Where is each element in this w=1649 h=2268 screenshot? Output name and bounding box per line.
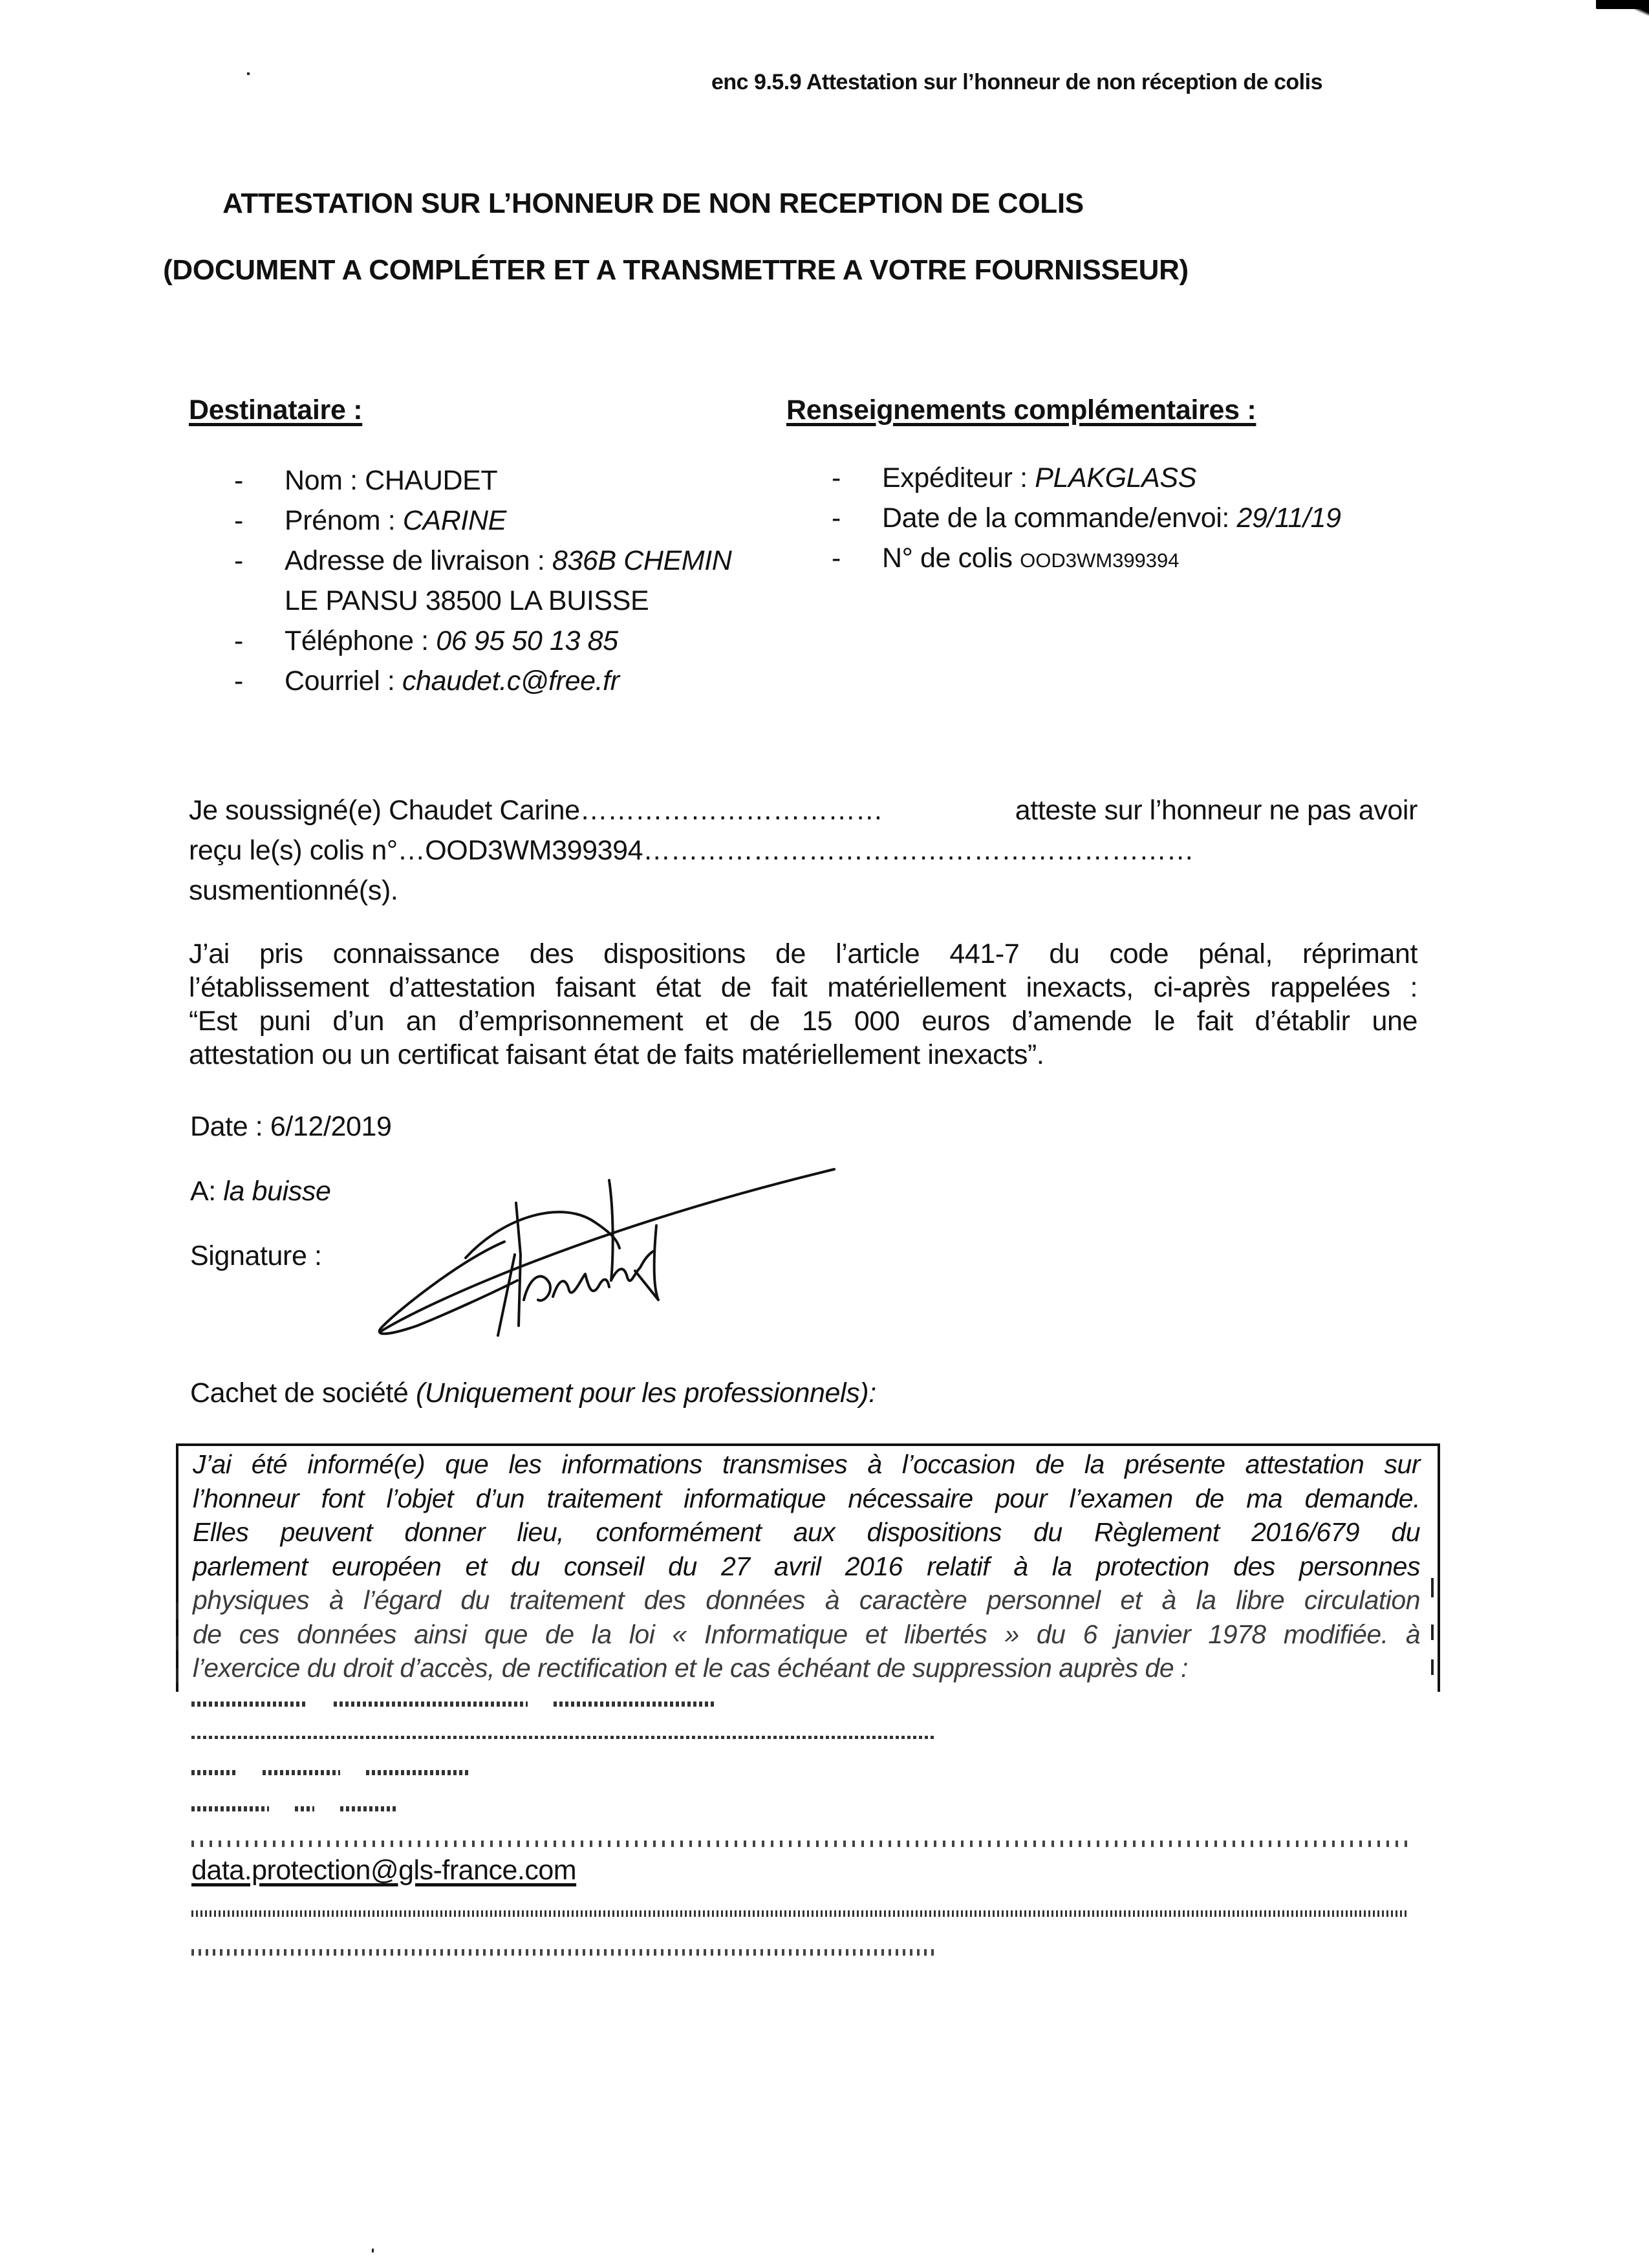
nom-label: Nom : (285, 465, 365, 496)
privacy-line: parlement européen et du conseil du 27 avril 2016 relatif à la protection des personnes (193, 1551, 1420, 1581)
list-dash: - (234, 505, 243, 536)
legal-notice-paragraph (189, 937, 1417, 1072)
telephone-value: 06 95 50 13 85 (436, 625, 618, 656)
expediteur-label: Expéditeur : (882, 462, 1035, 493)
signature-label: Signature : (190, 1240, 322, 1271)
list-dash: - (234, 665, 243, 697)
legal-line: attestation ou un certificat faisant état de faits matériellement inexacts”. (189, 1039, 1044, 1070)
declaration-attest: atteste sur l’honneur ne pas avoir (1015, 795, 1417, 826)
recipient-courriel (189, 661, 810, 701)
legal-line: J’ai pris connaissance des dispositions de l’article 441-7 du code pénal, réprimant (189, 938, 1417, 969)
declaration-line-3: susmentionné(s). (189, 875, 398, 906)
nom-value: CHAUDET (365, 465, 498, 496)
recipient-prenom (189, 501, 810, 541)
scan-corner-mark (1596, 0, 1649, 9)
illegible-scan-line (191, 1732, 961, 1740)
document-subtitle: (DOCUMENT A COMPLÉTER ET A TRANSMETTRE A VOTRE FOURNISSEUR) (163, 254, 1189, 286)
declaration-parcel: reçu le(s) colis n°…OOD3WM399394 (189, 835, 643, 866)
place-value: la buisse (223, 1176, 331, 1207)
prenom-value: CARINE (402, 505, 506, 536)
adresse-value-line2: LE PANSU 38500 LA BUISSE (285, 585, 649, 616)
document-reference-header: enc 9.5.9 Attestation sur l’honneur de non réception de colis (711, 70, 1322, 94)
courriel-value: chaudet.c@free.fr (402, 665, 620, 697)
recipient-telephone (189, 621, 810, 661)
courriel-label: Courriel : (285, 665, 402, 697)
box-edge-fragment (1431, 1578, 1434, 1597)
company-stamp-field (190, 1377, 876, 1409)
adresse-label: Adresse de livraison : (285, 545, 552, 576)
list-dash: - (832, 462, 841, 493)
data-protection-email-link[interactable]: data.protection@gls-france.com (191, 1855, 577, 1886)
declaration-name: Je soussigné(e) Chaudet Carine (189, 795, 580, 826)
date-commande-value: 29/11/19 (1236, 502, 1341, 534)
privacy-line: l’exercice du droit d’accès, de rectification et le cas échéant de suppression auprès de : (193, 1653, 1188, 1683)
info-colis (786, 538, 1498, 581)
declaration-paragraph (189, 790, 1417, 911)
legal-line: l’établissement d’attestation faisant état de fait matériellement inexacts, ci-après rappelées : (189, 972, 1417, 1003)
additional-info-heading: Renseignements complémentaires : (786, 394, 1256, 426)
company-stamp-label: Cachet de société (190, 1377, 416, 1409)
privacy-notice-text (193, 1447, 1420, 1685)
illegible-scan-line (191, 1803, 424, 1811)
box-edge-fragment (1431, 1625, 1434, 1640)
privacy-line: J’ai été informé(e) que les informations transmises à l’occasion de la présente attestation sur (193, 1449, 1420, 1479)
privacy-line: l’honneur font l’objet d’un traitement informatique nécessaire pour l’examen de ma demande. (193, 1483, 1420, 1513)
box-edge-fragment (176, 1669, 178, 1683)
illegible-scan-line (191, 1947, 961, 1954)
box-edge-fragment (1431, 1659, 1434, 1675)
prenom-label: Prénom : (285, 505, 403, 536)
info-expediteur (786, 458, 1498, 498)
declaration-line-2 (189, 830, 1417, 870)
scan-speck (247, 72, 250, 75)
illegible-scan-line (191, 1908, 1433, 1916)
additional-info-list (786, 458, 1498, 581)
place-label: A: (190, 1176, 224, 1207)
date-label: Date : (190, 1111, 270, 1142)
privacy-line: physiques à l’égard du traitement des données à caractère personnel et à la libre circulation (193, 1585, 1420, 1615)
expediteur-value: PLAKGLASS (1035, 462, 1196, 493)
handwritten-signature (369, 1164, 847, 1358)
recipient-nom (189, 460, 810, 501)
recipient-adresse-continued (189, 581, 810, 621)
colis-value: OOD3WM399394 (1020, 549, 1180, 572)
telephone-label: Téléphone : (285, 625, 436, 656)
privacy-line: de ces données ainsi que de la loi « Informatique et libertés » du 6 janvier 1978 modifiée. à (193, 1619, 1420, 1649)
adresse-value-line1: 836B CHEMIN (552, 545, 732, 576)
box-edge-fragment (176, 1636, 178, 1650)
document-title: ATTESTATION SUR L’HONNEUR DE NON RECEPTION DE COLIS (222, 188, 1084, 219)
recipient-heading: Destinataire : (189, 394, 363, 426)
privacy-line: Elles peuvent donner lieu, conformément aux dispositions du Règlement 2016/679 du (193, 1517, 1420, 1547)
info-date-commande (786, 498, 1498, 538)
list-dash: - (832, 543, 841, 574)
box-edge-fragment (176, 1603, 178, 1619)
place-field (190, 1176, 331, 1207)
declaration-line-1 (189, 790, 1417, 830)
date-value: 6/12/2019 (270, 1111, 392, 1142)
recipient-list (189, 460, 810, 701)
list-dash: - (832, 502, 841, 534)
date-commande-label: Date de la commande/envoi: (882, 502, 1237, 534)
colis-label: N° de colis (882, 543, 1020, 574)
recipient-adresse (189, 541, 810, 581)
legal-line: “Est puni d’un an d’emprisonnement et de 15 000 euros d’amende le fait d’établir une (189, 1006, 1417, 1037)
illegible-scan-line (191, 1698, 741, 1706)
declaration-dots: …………………………… (579, 795, 883, 826)
declaration-dots: …………………………………………………… (643, 835, 1194, 866)
signature-stroke-main (382, 1169, 834, 1331)
list-dash: - (234, 625, 243, 656)
signature-stroke-arc (466, 1212, 620, 1258)
scan-speck (372, 2249, 374, 2252)
company-stamp-note: (Uniquement pour les professionnels): (415, 1377, 876, 1409)
illegible-scan-line (191, 1767, 495, 1775)
illegible-scan-line (191, 1838, 1433, 1846)
date-field (190, 1111, 392, 1143)
list-dash: - (234, 465, 243, 496)
list-dash: - (234, 545, 243, 576)
